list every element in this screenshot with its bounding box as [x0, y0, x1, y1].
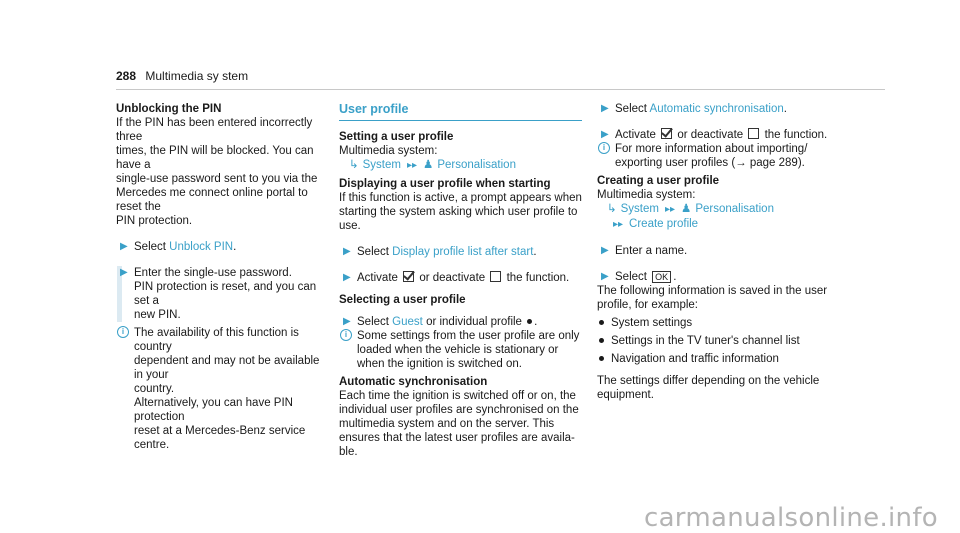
- text-line: ensures that the latest user profiles are availa-: [339, 432, 575, 444]
- text-line: equipment.: [597, 389, 654, 401]
- step-select-ok: [597, 270, 847, 284]
- text-line: loaded when the vehicle is stationary or: [357, 344, 559, 356]
- people-icon: ♟: [423, 159, 434, 171]
- return-arrow-icon: ↳: [607, 203, 617, 215]
- text-line: The settings differ depending on the vehicle: [597, 375, 820, 387]
- checkbox-checked-icon[interactable]: [403, 271, 414, 282]
- display-profile-list-link[interactable]: Display profile list after start: [392, 246, 534, 258]
- list-item: Settings in the TV tuner's channel list: [597, 334, 847, 348]
- text-line: Mercedes me connect online portal to reset the: [116, 187, 308, 213]
- page-number: 288: [116, 69, 137, 83]
- text-line: new PIN.: [134, 309, 181, 321]
- list-item: Navigation and traffic information: [597, 352, 847, 366]
- path-system-link[interactable]: System: [620, 203, 659, 215]
- column-middle: [339, 102, 582, 459]
- page-header: [116, 69, 248, 83]
- text-line: PIN protection.: [116, 215, 193, 227]
- text: .: [233, 241, 237, 253]
- automatic-synchronisation-link[interactable]: Automatic synchronisation: [649, 103, 784, 115]
- text: or deactivate: [677, 129, 744, 141]
- text-line: If this function is active, a prompt appears when: [339, 192, 582, 204]
- step-activate-deactivate-sync: [597, 128, 847, 142]
- settings-differ-text: [597, 374, 847, 402]
- text-line: dependent and may not be available in your: [134, 355, 320, 381]
- watermark: carmanualsonline.info: [643, 503, 938, 533]
- info-icon: i: [117, 326, 129, 338]
- ok-key[interactable]: OK: [652, 271, 671, 283]
- path-personalisation-link[interactable]: Personalisation: [695, 203, 774, 215]
- menu-path-create-profile: [597, 202, 847, 217]
- multimedia-system-label: Multimedia system:: [597, 189, 696, 201]
- text: the function.: [506, 272, 570, 284]
- unblocking-pin-heading: Unblocking the PIN: [116, 103, 222, 115]
- text-line: when the ignition is switched on.: [357, 358, 522, 370]
- double-chevron-icon: ▸▸: [613, 219, 624, 230]
- displaying-profile-heading: Displaying a user profile when starting: [339, 178, 551, 190]
- text: Select: [615, 271, 651, 283]
- unblocking-pin-intro: [116, 116, 326, 228]
- text: the function.: [764, 129, 828, 141]
- path-personalisation-link[interactable]: Personalisation: [437, 159, 516, 171]
- text-line: individual user profiles are synchronised on the: [339, 404, 579, 416]
- text: or individual profile: [426, 316, 522, 328]
- info-icon: i: [598, 142, 610, 154]
- text: .: [783, 103, 787, 115]
- text: .: [534, 316, 538, 328]
- menu-path-personalisation: [339, 158, 582, 173]
- step-enter-password: [117, 266, 326, 322]
- text-line: For more information about importing/: [615, 143, 808, 155]
- text-line: use.: [339, 220, 361, 232]
- header-divider: [116, 89, 885, 90]
- step-select-guest: [339, 315, 582, 329]
- selecting-profile-heading: Selecting a user profile: [339, 294, 466, 306]
- info-icon: i: [340, 329, 352, 341]
- checkbox-empty-icon[interactable]: [748, 128, 759, 139]
- text: Activate: [615, 129, 656, 141]
- double-chevron-icon: ▸▸: [664, 204, 676, 215]
- step-select-display-profile: [339, 245, 582, 259]
- text: Select: [357, 316, 393, 328]
- play-arrow-icon: ▶: [120, 267, 128, 278]
- text: Activate: [357, 272, 398, 284]
- text-line: single-use password sent to you via the: [116, 173, 318, 185]
- unblock-pin-link[interactable]: Unblock PIN: [169, 241, 234, 253]
- list-item: System settings: [597, 316, 847, 330]
- text-line: Alternatively, you can have PIN protection: [134, 397, 293, 423]
- double-chevron-icon: ▸▸: [406, 160, 418, 171]
- radio-selected-icon: [527, 319, 532, 324]
- saved-info-text: [597, 284, 847, 312]
- play-arrow-icon: ▶: [601, 271, 609, 282]
- text-line: If the PIN has been entered incorrectly three: [116, 117, 313, 143]
- text-line: ble.: [339, 446, 358, 458]
- text: .: [533, 246, 537, 258]
- play-arrow-icon: ▶: [120, 241, 128, 252]
- guest-link[interactable]: Guest: [392, 316, 423, 328]
- page-header-title: Multimedia sy stem: [145, 69, 249, 83]
- creating-profile-heading: Creating a user profile: [597, 175, 720, 187]
- checkbox-checked-icon[interactable]: [661, 128, 672, 139]
- text-line: The following information is saved in the user: [597, 285, 828, 297]
- step-select-auto-sync: [597, 102, 847, 116]
- auto-sync-heading: Automatic synchronisation: [339, 376, 488, 388]
- text-line: starting the system asking which user profile to: [339, 206, 578, 218]
- text-line: profile, for example:: [597, 299, 698, 311]
- step-activate-deactivate: [339, 271, 582, 285]
- section-title-user-profile: User profile: [339, 102, 582, 121]
- displaying-profile-text: [339, 191, 582, 233]
- text: .: [673, 271, 677, 283]
- text-line: Some settings from the user profile are only: [357, 330, 580, 342]
- availability-note: [116, 326, 326, 452]
- text: or deactivate: [419, 272, 486, 284]
- step-select-unblock-pin: [116, 240, 326, 254]
- people-icon: ♟: [681, 203, 692, 215]
- import-export-note: [597, 142, 847, 170]
- text-line: reset at a Mercedes-Benz service centre.: [134, 425, 306, 451]
- play-arrow-icon: ▶: [343, 246, 351, 257]
- setting-profile-heading: Setting a user profile: [339, 131, 454, 143]
- text-line: multimedia system and on the server. This: [339, 418, 555, 430]
- text-line: The availability of this function is country: [134, 327, 299, 353]
- text: Enter a name.: [615, 245, 688, 257]
- text: Select: [134, 241, 170, 253]
- auto-sync-text: [339, 389, 582, 459]
- text-line: Each time the ignition is switched off or on, the: [339, 390, 576, 402]
- play-arrow-icon: ▶: [601, 245, 609, 256]
- play-arrow-icon: ▶: [343, 316, 351, 327]
- text-line: exporting user profiles (→ page 289).: [615, 157, 805, 169]
- profile-loading-note: [339, 329, 582, 371]
- multimedia-system-label: Multimedia system:: [339, 145, 438, 157]
- menu-path-create-profile-2: [597, 217, 847, 232]
- play-arrow-icon: ▶: [601, 129, 609, 140]
- text: Select: [615, 103, 650, 115]
- play-arrow-icon: ▶: [343, 272, 351, 283]
- text-line: PIN protection is reset, and you can set a: [134, 281, 317, 307]
- path-system-link[interactable]: System: [362, 159, 401, 171]
- step-enter-name: [597, 244, 847, 258]
- play-arrow-icon: ▶: [601, 103, 609, 114]
- text-line: Enter the single-use password.: [134, 267, 292, 279]
- column-left: [116, 102, 326, 452]
- text-line: country.: [134, 383, 175, 395]
- text-line: times, the PIN will be blocked. You can have a: [116, 145, 314, 171]
- text: Select: [357, 246, 393, 258]
- create-profile-link[interactable]: Create profile: [629, 218, 699, 230]
- return-arrow-icon: ↳: [349, 159, 359, 171]
- checkbox-empty-icon[interactable]: [490, 271, 501, 282]
- column-right: [597, 102, 847, 402]
